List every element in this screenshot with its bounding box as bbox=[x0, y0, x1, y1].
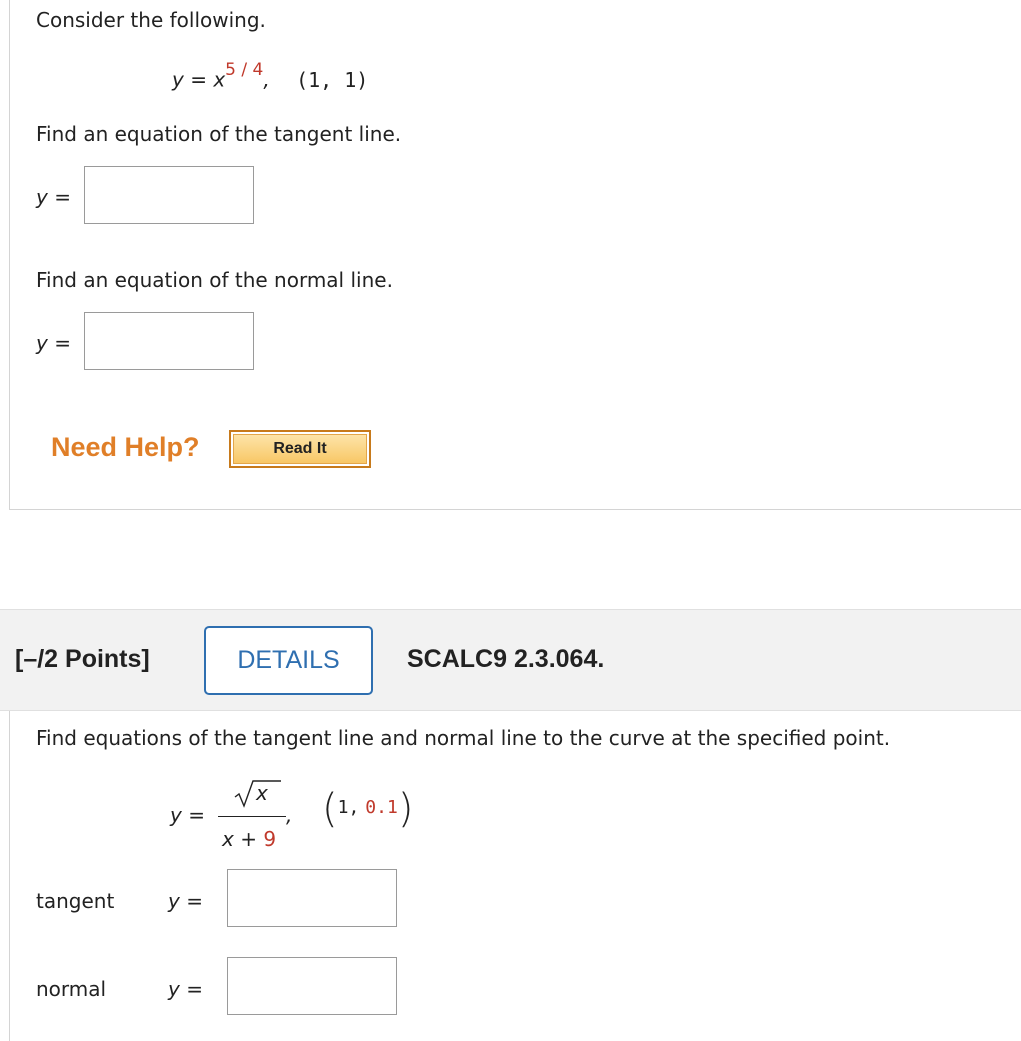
denominator-const: 9 bbox=[263, 827, 277, 851]
q2-normal-y-label: y = bbox=[168, 977, 203, 1001]
q2-eq-comma: , bbox=[286, 803, 293, 827]
normal-prompt: Find an equation of the normal line. bbox=[36, 268, 393, 292]
point-y: 0.1 bbox=[365, 797, 398, 818]
left-paren: ( bbox=[322, 786, 338, 832]
eq-point: (1, 1) bbox=[296, 67, 369, 92]
details-button[interactable]: DETAILS bbox=[204, 626, 373, 695]
denominator-var: x + bbox=[222, 827, 264, 851]
eq-exponent: 5 / 4 bbox=[225, 60, 264, 80]
tangent-y-label: y = bbox=[36, 185, 71, 209]
read-it-button[interactable] bbox=[229, 430, 371, 468]
sqrt-radicand: x bbox=[256, 781, 268, 805]
q2-normal-answer-input[interactable] bbox=[227, 957, 397, 1015]
points-label: [–/2 Points] bbox=[15, 645, 150, 673]
tangent-answer-input[interactable] bbox=[84, 166, 254, 224]
q2-eq-lhs: y = bbox=[170, 803, 205, 827]
q2-tangent-answer-input[interactable] bbox=[227, 869, 397, 927]
read-it-label: Read It bbox=[233, 434, 367, 464]
tangent-label: tangent bbox=[36, 889, 115, 913]
normal-y-label: y = bbox=[36, 331, 71, 355]
need-help-label: Need Help? bbox=[51, 432, 200, 462]
q2-prompt: Find equations of the tangent line and normal line to the curve at the specified point. bbox=[36, 726, 891, 750]
fraction-bar bbox=[218, 816, 286, 817]
sqrt-numerator bbox=[233, 779, 283, 809]
problem-code: SCALC9 2.3.064. bbox=[407, 645, 605, 673]
fraction-denominator bbox=[222, 827, 276, 851]
eq-base: x bbox=[213, 67, 226, 92]
tangent-prompt: Find an equation of the tangent line. bbox=[36, 122, 402, 146]
eq-lhs: y bbox=[172, 67, 184, 92]
q2-tangent-y-label: y = bbox=[168, 889, 203, 913]
eq-equals: = bbox=[190, 67, 207, 92]
eq-comma: , bbox=[263, 67, 270, 92]
intro-text: Consider the following. bbox=[36, 8, 266, 32]
right-paren: ) bbox=[397, 786, 414, 832]
point-x: 1, bbox=[337, 797, 360, 818]
question-2-panel bbox=[9, 711, 1021, 1041]
normal-label: normal bbox=[36, 977, 107, 1001]
normal-answer-input[interactable] bbox=[84, 312, 254, 370]
equation-1 bbox=[172, 60, 369, 92]
q2-point bbox=[322, 786, 413, 832]
